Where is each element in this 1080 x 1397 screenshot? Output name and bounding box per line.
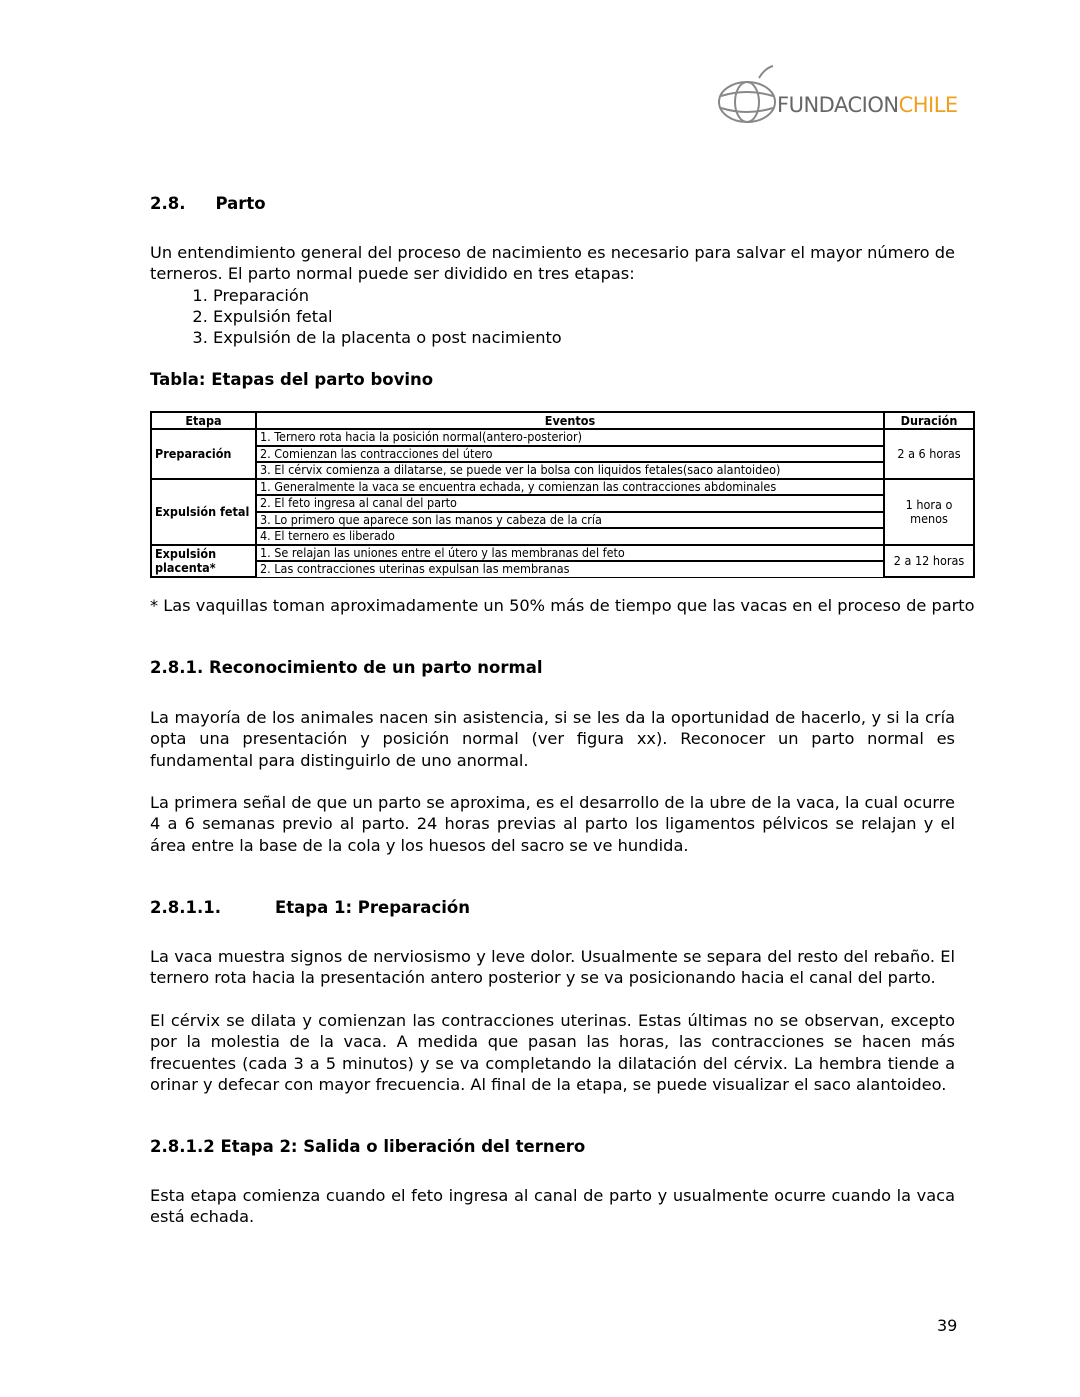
heading-title: Etapa 1: Preparación xyxy=(275,898,470,917)
intro-paragraph xyxy=(150,242,955,348)
fundacion-chile-logo xyxy=(715,60,965,130)
page-number: 39 xyxy=(937,1316,958,1335)
section-heading xyxy=(150,194,266,213)
list-item: 2. Expulsión fetal xyxy=(213,306,955,327)
event-cell: 1. Generalmente la vaca se encuentra echada, y comienzan las contracciones abdominales xyxy=(256,479,884,496)
table-row xyxy=(151,528,974,545)
event-cell: 3. El cérvix comienza a dilatarse, se puede ver la bolsa con liquidos fetales(saco alantoideo) xyxy=(256,462,884,479)
event-cell: 2. Comienzan las contracciones del útero xyxy=(256,446,884,463)
logo-text-fundacion: FUNDACION xyxy=(777,93,899,117)
table-row xyxy=(151,512,974,529)
globe-icon xyxy=(715,60,785,130)
table-row xyxy=(151,479,974,496)
event-cell: 4. El ternero es liberado xyxy=(256,528,884,545)
table-row xyxy=(151,495,974,512)
column-header: Etapa xyxy=(151,412,256,429)
table-row xyxy=(151,446,974,463)
subsubsection-heading: 2.8.1.2 Etapa 2: Salida o liberación del ternero xyxy=(150,1137,586,1156)
birth-stages-table xyxy=(150,411,975,578)
stage-cell: Expulsión placenta* xyxy=(151,545,256,578)
paragraph: El cérvix se dilata y comienzan las contracciones uterinas. Estas últimas no se observan, excepto por la molestia de la vaca. A medida que pasan las horas, las contracciones se hacen más frecuentes (cada 3 a 5 minutos) y se va completando la dilatación del cérvix. La hembra tiende a orinar y defecar con mayor frecuencia. Al final de la etapa, se puede visualizar el saco alantoideo. xyxy=(150,1011,955,1094)
table-row xyxy=(151,545,974,562)
duration-cell: 2 a 12 horas xyxy=(884,545,974,578)
event-cell: 2. El feto ingresa al canal del parto xyxy=(256,495,884,512)
paragraph: La vaca muestra signos de nerviosismo y leve dolor. Usualmente se separa del resto del rebaño. El ternero rota hacia la presentación antero posterior y se va posicionando hacia el canal del parto. xyxy=(150,947,955,988)
paragraph: La primera señal de que un parto se aproxima, es el desarrollo de la ubre de la vaca, la cual ocurre 4 a 6 semanas previo al parto. 24 horas previas al parto los ligamentos pélvicos se relajan y el área entre la base de la cola y los huesos del sacro se ve hundida. xyxy=(150,793,955,855)
subsubsection-heading xyxy=(150,898,470,917)
subsection-heading: 2.8.1. Reconocimiento de un parto normal xyxy=(150,658,543,677)
event-cell: 3. Lo primero que aparece son las manos y cabeza de la cría xyxy=(256,512,884,529)
stage-cell: Preparación xyxy=(151,429,256,479)
logo-text-chile: CHILE xyxy=(898,93,958,117)
table-footnote: * Las vaquillas toman aproximadamente un 50% más de tiempo que las vacas en el proceso de parto xyxy=(150,596,975,615)
stage-cell: Expulsión fetal xyxy=(151,479,256,545)
duration-cell: 2 a 6 horas xyxy=(884,429,974,479)
list-item: 3. Expulsión de la placenta o post nacimiento xyxy=(213,327,955,348)
event-cell: 2. Las contracciones uterinas expulsan las membranas xyxy=(256,561,884,577)
table-caption: Tabla: Etapas del parto bovino xyxy=(150,370,434,389)
paragraph: Esta etapa comienza cuando el feto ingresa al canal de parto y usualmente ocurre cuando la vaca está echada. xyxy=(150,1186,955,1227)
column-header: Eventos xyxy=(256,412,884,429)
table-row xyxy=(151,462,974,479)
stages-list xyxy=(150,285,955,349)
event-cell: 1. Ternero rota hacia la posición normal(antero-posterior) xyxy=(256,429,884,446)
table-row xyxy=(151,561,974,577)
paragraph: La mayoría de los animales nacen sin asistencia, si se les da la oportunidad de hacerlo, y si la cría opta una presentación y posición normal (ver figura xx). Reconocer un parto normal es fundamental para distinguirlo de uno anormal. xyxy=(150,708,955,770)
intro-text: Un entendimiento general del proceso de nacimiento es necesario para salvar el mayor número de terneros. El parto normal puede ser dividido en tres etapas: xyxy=(150,243,955,284)
heading-number: 2.8.1.1. xyxy=(150,898,221,917)
list-item: 1. Preparación xyxy=(213,285,955,306)
column-header: Duración xyxy=(884,412,974,429)
table-row xyxy=(151,429,974,446)
duration-cell: 1 hora o menos xyxy=(884,479,974,545)
section-title: Parto xyxy=(215,194,266,213)
event-cell: 1. Se relajan las uniones entre el útero y las membranas del feto xyxy=(256,545,884,562)
section-number: 2.8. xyxy=(150,194,186,213)
